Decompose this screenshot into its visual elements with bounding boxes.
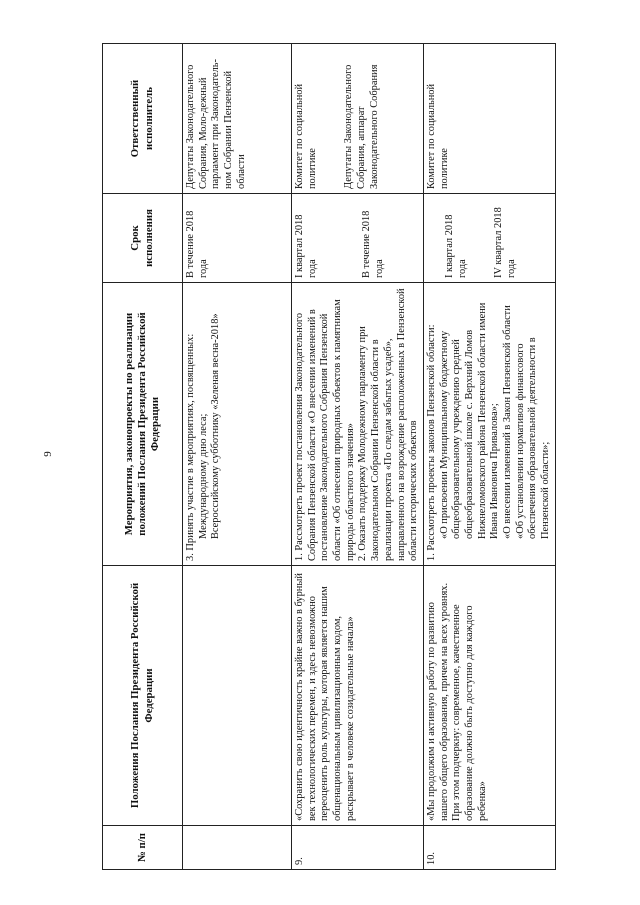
measure-line: Всероссийскому субботнику «Зеленая весна-2018»	[210, 313, 222, 539]
header-term: Срок исполнения	[103, 194, 183, 283]
header-num: № п/п	[103, 826, 183, 870]
measure-subitem: «О внесении изменений в Закон Пензенской области «Об установлении нормативов финансового обеспечения образовательной деятельности в Пензенской области»;	[502, 305, 552, 539]
table-row	[423, 44, 555, 870]
table-row	[183, 44, 292, 870]
row-term	[423, 194, 555, 283]
measure-item: 1. Рассмотреть проект постановления Законодательного Собрания Пензенской области «О внесении изменений в постановление Законодательного Собрания Пензенской области «Об отнесении природных объектов к памятникам природы областного значения»	[294, 299, 356, 561]
row-measures	[183, 283, 292, 566]
table-header-row	[103, 44, 183, 870]
page-number: 9	[42, 451, 54, 457]
row-position	[183, 566, 292, 826]
term-value: I квартал 2018 года	[443, 214, 468, 278]
row-executor	[292, 44, 424, 194]
row-executor: Депутаты Законодательного Собрания, Моло-дежный парламент при Законодатель-ном Собрании Пензенской области	[183, 44, 292, 194]
measure-item: 1. Рассмотреть проекты законов Пензенской области:	[425, 324, 437, 561]
row-num: 10.	[423, 826, 555, 870]
row-num: 9.	[292, 826, 424, 870]
header-measures: Мероприятия, законопроекты по реализации положений Послания Президента Российской Федерации	[103, 283, 183, 566]
term-value: IV квартал 2018 года	[493, 207, 517, 278]
rotated-table-wrapper	[102, 44, 552, 870]
measure-line: 3. Принять участие в мероприятиях, посвященных:	[185, 333, 196, 561]
measure-subitem: «О присвоении Муниципальному бюджетному общеобразовательному учреждению средней общеобразовательной школе с. Верхний Ломов Нижнеломовского района Пензенской области имени Ивана Ивановича Привалова»;	[438, 302, 501, 539]
header-position: Положения Послания Президента Российской Федерации	[103, 566, 183, 826]
term-value: I квартал 2018 года	[294, 214, 318, 278]
measure-line: Международному дню леса;	[197, 413, 209, 539]
row-measures	[292, 283, 424, 566]
row-measures	[423, 283, 555, 566]
row-term: В течение 2018 года	[183, 194, 292, 283]
row-num	[183, 826, 292, 870]
measures-table	[102, 43, 556, 870]
table-row	[292, 44, 424, 870]
executor-value: Депутаты Законодательного Собрания, аппарат Законодательного Собрания	[343, 64, 380, 189]
row-executor: Комитет по социальной политике	[423, 44, 555, 194]
row-position: «Сохранить свою идентичность крайне важно в бурный век технологических перемен, и здесь невозможно переоценить роль культуры, которая является нашим общенациональным цивилизационным кодом, раскрывает в человеке созидательные начала»	[292, 566, 424, 826]
row-term	[292, 194, 424, 283]
header-executor: Ответственный исполнитель	[103, 44, 183, 194]
row-position: «Мы продолжим и активную работу по развитию нашего общего образования, причем на всех уровнях. При этом подчеркну: современное, качественное образование должно быть доступно для каждого ребенка»	[423, 566, 555, 826]
term-value: В течение 2018 года	[361, 210, 386, 278]
executor-value: Комитет по социальной политике	[294, 83, 318, 189]
measure-item: 2. Оказать поддержку Молодежному парламенту при Законодательном Собрании Пензенской области в реализации проекта «По следам забытых усадеб», направленного на возрождение расположенных в Пензенской области исторических объектов	[357, 288, 420, 561]
